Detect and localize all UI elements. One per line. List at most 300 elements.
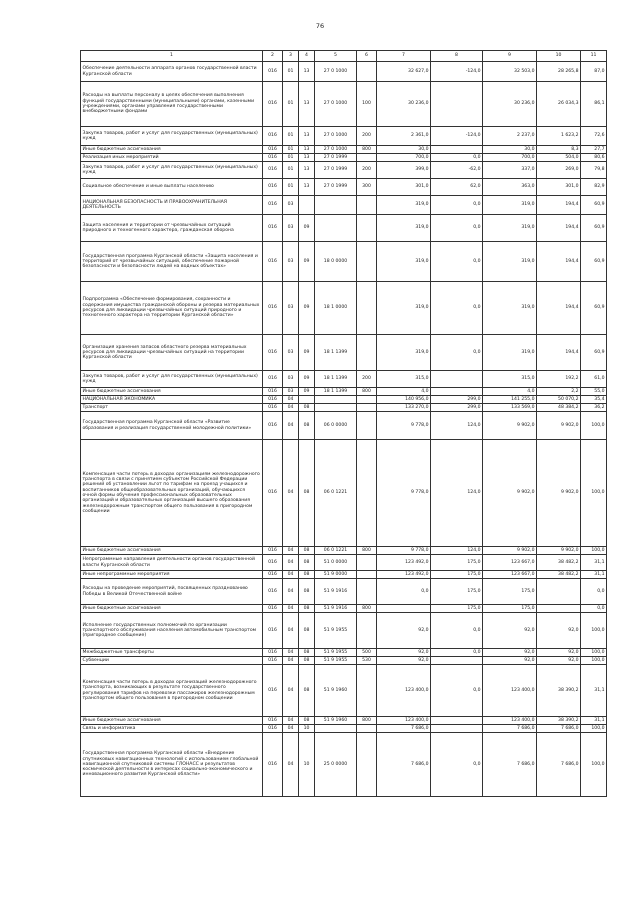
target-article-code: 06 0 1221 [315, 547, 357, 555]
executed-amount: 2,2 [537, 388, 581, 396]
revised-amount: 30 236,0 [483, 82, 537, 127]
section-code: 04 [283, 657, 299, 665]
target-article-code: 25 0 0000 [315, 733, 357, 797]
admin-code: 016 [263, 242, 283, 282]
executed-amount: 38 390,2 [537, 717, 581, 725]
amendment-amount: 0,0 [431, 215, 483, 242]
revised-amount: 92,0 [483, 613, 537, 649]
section-code: 04 [283, 547, 299, 555]
approved-amount [377, 605, 431, 613]
approved-amount: 123 400,0 [377, 665, 431, 717]
execution-percent: 31,1 [581, 717, 607, 725]
revised-amount: 319,0 [483, 215, 537, 242]
executed-amount: 194,4 [537, 282, 581, 335]
amendment-amount [431, 371, 483, 388]
amendment-amount: 0,0 [431, 154, 483, 162]
admin-code: 016 [263, 547, 283, 555]
approved-amount: 319,0 [377, 196, 431, 215]
admin-code: 016 [263, 282, 283, 335]
item-name: Государственная программа Курганской области «Развитие образования и реализация государственной молодежной политики» [81, 412, 263, 440]
target-article-code [315, 404, 357, 412]
revised-amount: 92,0 [483, 657, 537, 665]
admin-code: 016 [263, 649, 283, 657]
admin-code: 016 [263, 440, 283, 547]
subsection-code: 13 [299, 179, 315, 196]
execution-percent: 60,9 [581, 215, 607, 242]
expense-type-code [357, 733, 377, 797]
admin-code: 016 [263, 215, 283, 242]
subsection-code: 09 [299, 282, 315, 335]
amendment-amount: -124,0 [431, 62, 483, 82]
executed-amount: 92,0 [537, 649, 581, 657]
approved-amount: 315,0 [377, 371, 431, 388]
revised-amount: 319,0 [483, 196, 537, 215]
subsection-code: 08 [299, 613, 315, 649]
expense-type-code [357, 571, 377, 579]
expense-type-code: 800 [357, 388, 377, 396]
admin-code: 016 [263, 579, 283, 605]
table-row [81, 154, 607, 162]
revised-amount: 319,0 [483, 242, 537, 282]
admin-code: 016 [263, 605, 283, 613]
subsection-code: 08 [299, 605, 315, 613]
section-code: 04 [283, 725, 299, 733]
execution-percent: 100,0 [581, 733, 607, 797]
executed-amount: 301,0 [537, 179, 581, 196]
section-code: 04 [283, 733, 299, 797]
col-header: 8 [431, 51, 483, 62]
execution-percent: 55,0 [581, 388, 607, 396]
table-row [81, 282, 607, 335]
item-name: Обеспечение деятельности аппарата органов государственной власти Курганской области [81, 62, 263, 82]
approved-amount: 92,0 [377, 613, 431, 649]
expense-type-code [357, 196, 377, 215]
item-name: Расходы на выплаты персоналу в целях обеспечения выполнения функций государственными (муниципальными) органами, казенными учреждениями, органами управления государственными внебюджетными фондами [81, 82, 263, 127]
table-row [81, 396, 607, 404]
executed-amount: 194,4 [537, 335, 581, 371]
col-header: 4 [299, 51, 315, 62]
revised-amount: 9 902,0 [483, 440, 537, 547]
amendment-amount: -62,0 [431, 162, 483, 179]
target-article-code: 18 1 1399 [315, 388, 357, 396]
target-article-code: 51 9 1960 [315, 717, 357, 725]
section-code: 01 [283, 154, 299, 162]
col-header: 10 [537, 51, 581, 62]
amendment-amount: 299,0 [431, 404, 483, 412]
execution-percent: 60,9 [581, 196, 607, 215]
amendment-amount [431, 388, 483, 396]
executed-amount: 28 265,8 [537, 62, 581, 82]
table-row [81, 82, 607, 127]
section-code: 01 [283, 179, 299, 196]
item-name: Иные бюджетные ассигнования [81, 547, 263, 555]
subsection-code: 09 [299, 371, 315, 388]
execution-percent: 60,9 [581, 242, 607, 282]
subsection-code: 10 [299, 733, 315, 797]
execution-percent: 100,0 [581, 657, 607, 665]
section-code: 01 [283, 146, 299, 154]
target-article-code: 51 9 1955 [315, 649, 357, 657]
target-article-code: 27 0 1999 [315, 162, 357, 179]
execution-percent: 80,6 [581, 154, 607, 162]
item-name: Компенсация части потерь в доходах организациям железнодорожного транспорта в связи с принятием субъектом Российской Федерации решений об установлении льгот по тарифам на проезд учащихся и воспитанников общеобразовательных организаций, обучающихся очной формы обучения профессиональных образовательных организаций и образовательных организаций высшего образования железнодорожным транспортом общего пользования в пригородном сообщении [81, 440, 263, 547]
expense-type-code [357, 335, 377, 371]
revised-amount: 175,0 [483, 605, 537, 613]
page-number: 76 [315, 22, 325, 30]
target-article-code: 06 0 0000 [315, 412, 357, 440]
executed-amount: 194,4 [537, 196, 581, 215]
table-row [81, 242, 607, 282]
expense-type-code [357, 555, 377, 571]
table-row [81, 371, 607, 388]
approved-amount: 319,0 [377, 215, 431, 242]
table-row [81, 547, 607, 555]
revised-amount: 92,0 [483, 649, 537, 657]
target-article-code: 18 1 0000 [315, 282, 357, 335]
amendment-amount: 175,0 [431, 605, 483, 613]
amendment-amount: 0,0 [431, 665, 483, 717]
execution-percent: 100,0 [581, 412, 607, 440]
section-code: 03 [283, 388, 299, 396]
revised-amount: 2 237,0 [483, 127, 537, 146]
item-name: Иные бюджетные ассигнования [81, 388, 263, 396]
revised-amount: 141 255,0 [483, 396, 537, 404]
admin-code: 016 [263, 725, 283, 733]
table-row [81, 717, 607, 725]
revised-amount: 123 667,0 [483, 555, 537, 571]
item-name: Закупка товаров, работ и услуг для государственных (муниципальных) нужд [81, 127, 263, 146]
executed-amount: 7 686,0 [537, 725, 581, 733]
subsection-code: 13 [299, 146, 315, 154]
target-article-code: 51 9 1960 [315, 665, 357, 717]
approved-amount: 301,0 [377, 179, 431, 196]
target-article-code [315, 196, 357, 215]
item-name: Компенсация части потерь в доходах организаций железнодорожного транспорта, возникающих в результате государственного регулирования тарифов на перевозки пассажиров железнодорожным транспортом общего пользования в пригородном сообщении [81, 665, 263, 717]
admin-code: 016 [263, 657, 283, 665]
approved-amount: 319,0 [377, 242, 431, 282]
amendment-amount: 175,0 [431, 555, 483, 571]
expense-type-code [357, 396, 377, 404]
section-code: 01 [283, 162, 299, 179]
section-code: 03 [283, 371, 299, 388]
table-row [81, 579, 607, 605]
subsection-code: 08 [299, 404, 315, 412]
approved-amount: 123 400,0 [377, 717, 431, 725]
table-row [81, 62, 607, 82]
target-article-code: 51 9 1916 [315, 605, 357, 613]
budget-table [80, 50, 607, 797]
subsection-code: 13 [299, 62, 315, 82]
amendment-amount: 0,0 [431, 335, 483, 371]
approved-amount: 7 686,0 [377, 725, 431, 733]
revised-amount: 7 686,0 [483, 733, 537, 797]
target-article-code: 18 1 1399 [315, 335, 357, 371]
amendment-amount: 62,0 [431, 179, 483, 196]
execution-percent: 0,0 [581, 605, 607, 613]
table-row [81, 335, 607, 371]
subsection-code: 09 [299, 242, 315, 282]
revised-amount: 123 400,0 [483, 717, 537, 725]
approved-amount: 123 492,0 [377, 555, 431, 571]
revised-amount: 337,0 [483, 162, 537, 179]
target-article-code: 51 0 0000 [315, 555, 357, 571]
subsection-code: 08 [299, 579, 315, 605]
expense-type-code: 500 [357, 649, 377, 657]
subsection-code: 09 [299, 388, 315, 396]
section-code: 04 [283, 396, 299, 404]
amendment-amount: 175,0 [431, 571, 483, 579]
target-article-code [315, 725, 357, 733]
section-code: 04 [283, 613, 299, 649]
section-code: 03 [283, 242, 299, 282]
revised-amount: 315,0 [483, 371, 537, 388]
header-row [81, 51, 607, 62]
table-row [81, 649, 607, 657]
admin-code: 016 [263, 733, 283, 797]
item-name: Иные непрограммные мероприятия [81, 571, 263, 579]
amendment-amount [431, 146, 483, 154]
table-row [81, 440, 607, 547]
target-article-code: 27 0 1999 [315, 179, 357, 196]
expense-type-code: 200 [357, 127, 377, 146]
revised-amount: 319,0 [483, 282, 537, 335]
subsection-code: 08 [299, 717, 315, 725]
amendment-amount: 299,0 [431, 396, 483, 404]
executed-amount: 194,4 [537, 215, 581, 242]
executed-amount: 48 384,2 [537, 404, 581, 412]
amendment-amount: 0,0 [431, 196, 483, 215]
approved-amount: 30,0 [377, 146, 431, 154]
item-name: Социальное обеспечение и иные выплаты населению [81, 179, 263, 196]
table-row [81, 196, 607, 215]
target-article-code: 18 0 0000 [315, 242, 357, 282]
item-name: НАЦИОНАЛЬНАЯ БЕЗОПАСНОСТЬ И ПРАВООХРАНИТЕЛЬНАЯ ДЕЯТЕЛЬНОСТЬ [81, 196, 263, 215]
approved-amount: 7 686,0 [377, 733, 431, 797]
target-article-code: 27 0 1000 [315, 127, 357, 146]
table-row [81, 613, 607, 649]
subsection-code: 08 [299, 440, 315, 547]
subsection-code: 08 [299, 412, 315, 440]
execution-percent: 72,6 [581, 127, 607, 146]
item-name: Реализация иных мероприятий [81, 154, 263, 162]
revised-amount: 319,0 [483, 335, 537, 371]
executed-amount: 269,0 [537, 162, 581, 179]
admin-code: 016 [263, 162, 283, 179]
table-row [81, 179, 607, 196]
execution-percent: 27,7 [581, 146, 607, 154]
item-name: Расходы на проведение мероприятий, посвященных празднованию Победы в Великой Отечественной войне [81, 579, 263, 605]
subsection-code: 08 [299, 657, 315, 665]
expense-type-code [357, 242, 377, 282]
executed-amount: 50 070,2 [537, 396, 581, 404]
admin-code: 016 [263, 154, 283, 162]
expense-type-code: 800 [357, 605, 377, 613]
section-code: 04 [283, 665, 299, 717]
table-row [81, 146, 607, 154]
table-row [81, 725, 607, 733]
item-name: Закупка товаров, работ и услуг для государственных (муниципальных) нужд [81, 371, 263, 388]
section-code: 04 [283, 440, 299, 547]
approved-amount: 140 956,0 [377, 396, 431, 404]
subsection-code: 08 [299, 571, 315, 579]
admin-code: 016 [263, 404, 283, 412]
subsection-code: 08 [299, 555, 315, 571]
revised-amount: 9 902,0 [483, 547, 537, 555]
table-body [81, 62, 607, 797]
approved-amount: 9 778,0 [377, 412, 431, 440]
revised-amount: 123 400,0 [483, 665, 537, 717]
expense-type-code [357, 613, 377, 649]
table-row [81, 127, 607, 146]
item-name: Закупка товаров, работ и услуг для государственных (муниципальных) нужд [81, 162, 263, 179]
target-article-code: 06 0 1221 [315, 440, 357, 547]
execution-percent: 60,9 [581, 282, 607, 335]
admin-code: 016 [263, 396, 283, 404]
amendment-amount: 124,0 [431, 412, 483, 440]
admin-code: 016 [263, 555, 283, 571]
approved-amount: 319,0 [377, 282, 431, 335]
expense-type-code [357, 440, 377, 547]
table-row [81, 571, 607, 579]
admin-code: 016 [263, 82, 283, 127]
item-name: Организация хранения запасов областного резерва материальных ресурсов для ликвидации чрезвычайных ситуаций на территории Курганской области [81, 335, 263, 371]
expense-type-code [357, 404, 377, 412]
subsection-code [299, 196, 315, 215]
execution-percent: 31,1 [581, 571, 607, 579]
amendment-amount: 124,0 [431, 547, 483, 555]
revised-amount: 175,0 [483, 579, 537, 605]
approved-amount: 9 778,0 [377, 440, 431, 547]
expense-type-code [357, 215, 377, 242]
revised-amount: 32 503,0 [483, 62, 537, 82]
col-header: 1 [81, 51, 263, 62]
executed-amount: 194,4 [537, 242, 581, 282]
subsection-code: 13 [299, 82, 315, 127]
executed-amount: 26 034,3 [537, 82, 581, 127]
expense-type-code: 800 [357, 146, 377, 154]
expense-type-code [357, 665, 377, 717]
revised-amount: 700,0 [483, 154, 537, 162]
approved-amount: 9 778,0 [377, 547, 431, 555]
section-code: 04 [283, 404, 299, 412]
approved-amount: 32 627,0 [377, 62, 431, 82]
col-header: 9 [483, 51, 537, 62]
section-code: 04 [283, 579, 299, 605]
col-header: 3 [283, 51, 299, 62]
amendment-amount [431, 657, 483, 665]
table-row [81, 412, 607, 440]
admin-code: 016 [263, 717, 283, 725]
executed-amount: 7 686,0 [537, 733, 581, 797]
execution-percent: 31,1 [581, 555, 607, 571]
expense-type-code: 300 [357, 179, 377, 196]
amendment-amount: 0,0 [431, 282, 483, 335]
section-code: 04 [283, 717, 299, 725]
admin-code: 016 [263, 146, 283, 154]
item-name: Непрограммные направления деятельности органов государственной власти Курганской области [81, 555, 263, 571]
expense-type-code: 800 [357, 547, 377, 555]
section-code: 01 [283, 62, 299, 82]
target-article-code: 18 1 1399 [315, 371, 357, 388]
expense-type-code: 100 [357, 82, 377, 127]
expense-type-code [357, 412, 377, 440]
item-name: Подпрограмма «Обеспечение формирования, сохранности и содержания имущества гражданской обороны и резерва материальных ресурсов для ликвидации чрезвычайных ситуаций природного и техногенного характера на территории Курганской области» [81, 282, 263, 335]
executed-amount [537, 605, 581, 613]
approved-amount: 92,0 [377, 657, 431, 665]
admin-code: 016 [263, 335, 283, 371]
admin-code: 016 [263, 665, 283, 717]
expense-type-code [357, 154, 377, 162]
expense-type-code: 530 [357, 657, 377, 665]
executed-amount: 92,0 [537, 613, 581, 649]
revised-amount: 363,0 [483, 179, 537, 196]
target-article-code: 51 9 0000 [315, 571, 357, 579]
subsection-code: 10 [299, 725, 315, 733]
execution-percent: 61,0 [581, 371, 607, 388]
executed-amount: 9 902,0 [537, 547, 581, 555]
execution-percent: 100,0 [581, 725, 607, 733]
executed-amount: 38 482,2 [537, 571, 581, 579]
amendment-amount: 124,0 [431, 440, 483, 547]
admin-code: 016 [263, 127, 283, 146]
col-header: 6 [357, 51, 377, 62]
table-row [81, 388, 607, 396]
approved-amount: 2 361,0 [377, 127, 431, 146]
item-name: Защита населения и территории от чрезвычайных ситуаций природного и техногенного характера, гражданская оборона [81, 215, 263, 242]
amendment-amount [431, 725, 483, 733]
execution-percent: 100,0 [581, 649, 607, 657]
table-row [81, 215, 607, 242]
approved-amount: 700,0 [377, 154, 431, 162]
target-article-code: 27 0 1000 [315, 146, 357, 154]
target-article-code: 27 0 1000 [315, 62, 357, 82]
admin-code: 016 [263, 412, 283, 440]
col-header: 7 [377, 51, 431, 62]
item-name: Государственная программа Курганской области «Внедрение спутниковых навигационных технологий с использованием глобальной навигационной спутниковой системы ГЛОНАСС и результатов космической деятельности в интересах социально-экономического и инновационного развития Курганской области» [81, 733, 263, 797]
execution-percent: 60,9 [581, 335, 607, 371]
item-name: Иные бюджетные ассигнования [81, 717, 263, 725]
revised-amount: 123 667,0 [483, 571, 537, 579]
admin-code: 016 [263, 571, 283, 579]
subsection-code: 09 [299, 335, 315, 371]
admin-code: 016 [263, 196, 283, 215]
admin-code: 016 [263, 388, 283, 396]
admin-code: 016 [263, 62, 283, 82]
approved-amount: 319,0 [377, 335, 431, 371]
amendment-amount: 0,0 [431, 649, 483, 657]
section-code: 04 [283, 412, 299, 440]
executed-amount: 92,0 [537, 657, 581, 665]
table-row [81, 162, 607, 179]
execution-percent: 36,2 [581, 404, 607, 412]
section-code: 04 [283, 605, 299, 613]
expense-type-code [357, 725, 377, 733]
revised-amount: 4,0 [483, 388, 537, 396]
target-article-code [315, 396, 357, 404]
executed-amount: 1 623,2 [537, 127, 581, 146]
subsection-code: 09 [299, 215, 315, 242]
executed-amount: 38 390,2 [537, 665, 581, 717]
admin-code: 016 [263, 371, 283, 388]
approved-amount: 133 270,0 [377, 404, 431, 412]
executed-amount: 9 902,0 [537, 412, 581, 440]
execution-percent: 100,0 [581, 613, 607, 649]
approved-amount: 123 492,0 [377, 571, 431, 579]
execution-percent: 100,0 [581, 547, 607, 555]
table-row [81, 555, 607, 571]
expense-type-code: 800 [357, 717, 377, 725]
item-name: Межбюджетные трансферты [81, 649, 263, 657]
